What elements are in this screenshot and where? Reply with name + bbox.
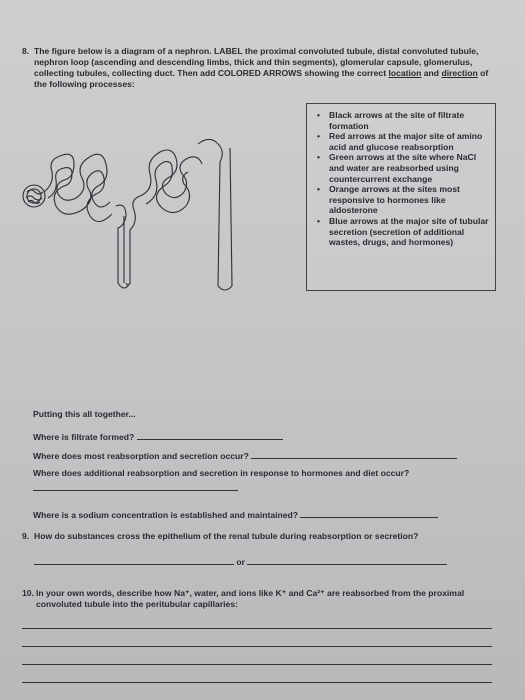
question-9-answer-row	[34, 555, 447, 567]
filtrate-answer-blank[interactable]	[137, 430, 283, 440]
answer-line[interactable]	[22, 646, 492, 647]
question-10	[22, 588, 502, 610]
hormones-question: Where does additional reabsorption and secretion in response to hormones and diet occur?	[33, 468, 410, 478]
question-8-text: The figure below is a diagram of a nephron. LABEL the proximal convoluted tubule, distal convoluted tubule, nephron loop (ascending and descending limbs, thick and thin segments), glomerular capsule, glomerulus, collecting tubules, collecting duct. Then add COLORED ARROWS showing the correct location and direction of the following processes:	[34, 46, 489, 89]
hormones-answer-row	[33, 481, 238, 493]
reabsorption-answer-blank[interactable]	[251, 449, 457, 459]
nephron-loop	[116, 196, 140, 288]
sodium-answer-blank[interactable]	[300, 508, 438, 518]
bullet-icon: •	[317, 152, 321, 163]
question-8	[22, 46, 492, 90]
answer-line[interactable]	[22, 682, 492, 683]
legend-item-red: • Red arrows at the major site of amino acid and glucose reabsorption	[317, 131, 483, 152]
question-9-blank-1[interactable]	[34, 555, 234, 565]
arrow-legend-list	[315, 110, 489, 248]
answer-line[interactable]	[22, 664, 492, 665]
bullet-icon: •	[317, 215, 321, 226]
arrow-legend-box	[306, 103, 496, 291]
question-10-number: 10.	[22, 588, 34, 598]
collecting-duct	[198, 139, 232, 286]
location-word: location	[388, 68, 422, 78]
direction-word: direction	[441, 68, 478, 78]
legend-item-green: • Green arrows at the site where NaCl and water are reabsorbed using countercurrent exchange	[317, 152, 477, 184]
question-10-text: In your own words, describe how Na⁺, water, and ions like K⁺ and Ca²⁺ are reabsorbed from the proximal convoluted tubule into the peritubular capillaries:	[36, 588, 465, 609]
distal-convoluted-tubule	[140, 150, 202, 198]
sodium-question: Where is a sodium concentration is established and maintained?	[33, 508, 438, 520]
bullet-icon: •	[317, 184, 321, 195]
legend-item-blue: • Blue arrows at the major site of tubular secretion (secretion of additional wastes, drugs, and hormones)	[317, 215, 489, 248]
legend-item-black: • Black arrows at the site of filtrate formation	[317, 110, 465, 131]
legend-item-orange: • Orange arrows at the sites most responsive to hormones like aldosterone	[317, 184, 460, 216]
question-8-number: 8.	[22, 46, 30, 56]
bullet-icon: •	[317, 131, 321, 142]
section-heading: Putting this all together...	[33, 409, 136, 419]
glomerulus-icon	[23, 185, 45, 207]
question-9-blank-2[interactable]	[247, 555, 447, 565]
question-9-number: 9.	[22, 531, 30, 541]
answer-line[interactable]	[22, 628, 492, 629]
nephron-diagram	[20, 108, 310, 308]
reabsorption-question: Where does most reabsorption and secretion occur?	[33, 449, 457, 461]
hormones-answer-blank[interactable]	[33, 481, 238, 491]
or-word: or	[236, 557, 245, 567]
filtrate-question: Where is filtrate formed?	[33, 430, 283, 442]
bullet-icon: •	[317, 110, 321, 120]
question-9-text: How do substances cross the epithelium of the renal tubule during reabsorption or secretion?	[34, 531, 419, 541]
